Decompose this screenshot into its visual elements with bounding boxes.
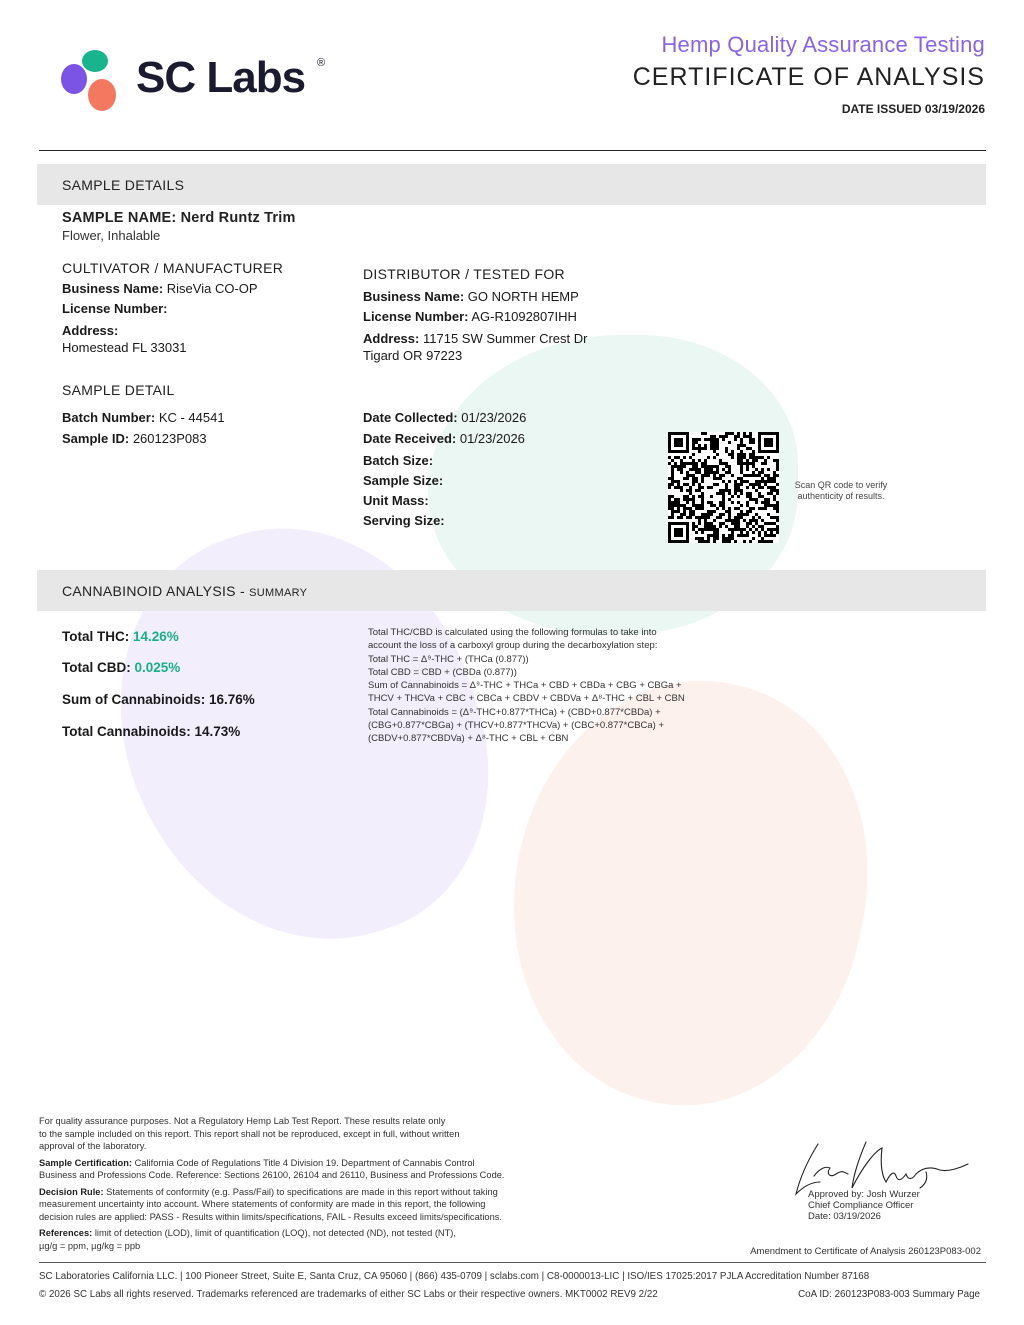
company-line: SC Laboratories California LLC. | 100 Pioneer Street, Suite E, Santa Cruz, CA 95060 | (866) 435-0709 | sclabs.com | C8-0000013-LIC | ISO/IES 17025:2017 PJLA Accreditation Number 87168 <box>39 1271 870 1282</box>
distributor-license: License Number: AG-R1092807IHH <box>363 309 577 324</box>
distributor-address: Address: 11715 SW Summer Crest Dr <box>363 331 588 346</box>
header-divider <box>39 150 986 151</box>
sample-size: Sample Size: <box>363 473 444 488</box>
batch-number: Batch Number: KC - 44541 <box>62 410 225 425</box>
total-cbd: Total CBD: 0.025% <box>62 660 181 675</box>
qr-caption: Scan QR code to verify authenticity of results. <box>794 480 888 501</box>
approver-title: Chief Compliance Officer <box>808 1200 914 1211</box>
unit-mass: Unit Mass: <box>363 493 429 508</box>
formula-line: Total THC = Δ⁹-THC + (THCa (0.877)) <box>368 653 529 665</box>
references: References: limit of detection (LOD), limit of quantification (LOQ), not detected (ND), not tested (NT), µg/g = ppm, µg/kg = ppb <box>39 1228 456 1251</box>
formula-line: Total THC/CBD is calculated using the following formulas to take into <box>368 627 657 638</box>
sample-name: SAMPLE NAME: Nerd Runtz Trim <box>62 210 296 226</box>
sample-detail-heading: SAMPLE DETAIL <box>62 382 175 398</box>
formula-line: THCV + THCVa + CBC + CBCa + CBDV + CBDVa + Δ⁸-THC + CBL + CBN <box>368 693 685 705</box>
sample-type: Flower, Inhalable <box>62 228 161 243</box>
date-issued: DATE ISSUED 03/19/2026 <box>841 102 985 116</box>
distributor-business-name: Business Name: GO NORTH HEMP <box>363 289 579 304</box>
amendment-note: Amendment to Certificate of Analysis 260123P083-002 <box>750 1246 981 1257</box>
distributor-address-line2: Tigard OR 97223 <box>363 348 463 363</box>
approved-date: Date: 03/19/2026 <box>808 1211 881 1222</box>
sc-labs-logo <box>58 45 338 115</box>
serving-size: Serving Size: <box>363 513 445 528</box>
logo-registered-mark: ® <box>317 57 326 69</box>
report-title: Hemp Quality Assurance Testing <box>661 32 985 57</box>
sample-details-band <box>37 164 986 205</box>
distributor-heading: DISTRIBUTOR / TESTED FOR <box>363 266 565 282</box>
verification-qr-code[interactable] <box>668 432 779 543</box>
report-subtitle: CERTIFICATE OF ANALYSIS <box>632 63 985 91</box>
formula-line: account the loss of a carboxyl group during the decarboxylation step: <box>368 640 658 652</box>
logo-text: SC Labs <box>136 53 306 102</box>
cultivator-heading: CULTIVATOR / MANUFACTURER <box>62 260 284 276</box>
decision-rule: Decision Rule: Statements of conformity (e.g. Pass/Fail) to specifications are made in this report without taking measurement uncertainty into account. Where statements of conformity are made in this report, the following decision rules are applied: PASS - Results within limits/specifications, FAIL - Results exceed limits/specifications. <box>39 1186 502 1222</box>
coa-id: CoA ID: 260123P083-003 Summary Page <box>798 1289 980 1300</box>
date-received: Date Received: 01/23/2026 <box>363 431 525 446</box>
footer-notes <box>39 1115 569 1252</box>
batch-size: Batch Size: <box>363 453 434 468</box>
sample-details-label: SAMPLE DETAILS <box>62 177 185 193</box>
qr-code-icon <box>668 432 779 543</box>
approved-by: Approved by: Josh Wurzer <box>808 1189 920 1200</box>
approval-block <box>808 1189 920 1222</box>
cultivator-address-label: Address: <box>62 323 119 338</box>
formula-line: (CBG+0.877*CBGa) + (THCV+0.877*THCVa) + (CBC+0.877*CBCa) + <box>368 720 665 732</box>
cannabinoid-label: CANNABINOID ANALYSIS - SUMMARY <box>62 583 308 599</box>
cultivator-business-name: Business Name: RiseVia CO-OP <box>62 281 258 296</box>
date-collected: Date Collected: 01/23/2026 <box>363 410 527 425</box>
sample-id: Sample ID: 260123P083 <box>62 431 207 446</box>
total-cannabinoids: Total Cannabinoids: 14.73% <box>62 724 241 739</box>
sum-of-cannabinoids: Sum of Cannabinoids: 16.76% <box>62 692 255 707</box>
formula-line: Total Cannabinoids = (Δ⁹-THC+0.877*THCa) + (CBD+0.877*CBDa) + <box>368 706 661 718</box>
footer-divider <box>39 1262 986 1263</box>
cultivator-address: Homestead FL 33031 <box>62 340 187 355</box>
sample-certification: Sample Certification: California Code of Regulations Title 4 Division 19. Department of Cannabis Control Business and Professions Code. Reference: Sections 26100, 26104 and 26110, Business and Professions Code. <box>39 1157 505 1180</box>
qa-note: For quality assurance purposes. Not a Regulatory Hemp Lab Test Report. These results relate only to the sample included on this report. This report shall not be reproduced, except in full, without written approval of the laboratory. <box>39 1116 460 1151</box>
formula-line: Total CBD = CBD + (CBDa (0.877)) <box>368 666 517 678</box>
calculation-formulas <box>368 626 713 746</box>
formula-line: (CBDV+0.877*CBDVa) + Δ⁸-THC + CBL + CBN <box>368 733 569 745</box>
cultivator-license: License Number: <box>62 301 168 316</box>
copyright: © 2026 SC Labs all rights reserved. Trademarks referenced are trademarks of either SC Labs or their respective owners. MKT0002 REV9 2/22 <box>39 1289 658 1300</box>
logo-mark-icon <box>58 45 128 115</box>
total-thc: Total THC: 14.26% <box>62 629 179 644</box>
cannabinoid-band <box>37 570 986 611</box>
formula-line: Sum of Cannabinoids = Δ⁹-THC + THCa + CBD + CBDa + CBG + CBGa + <box>368 680 682 692</box>
